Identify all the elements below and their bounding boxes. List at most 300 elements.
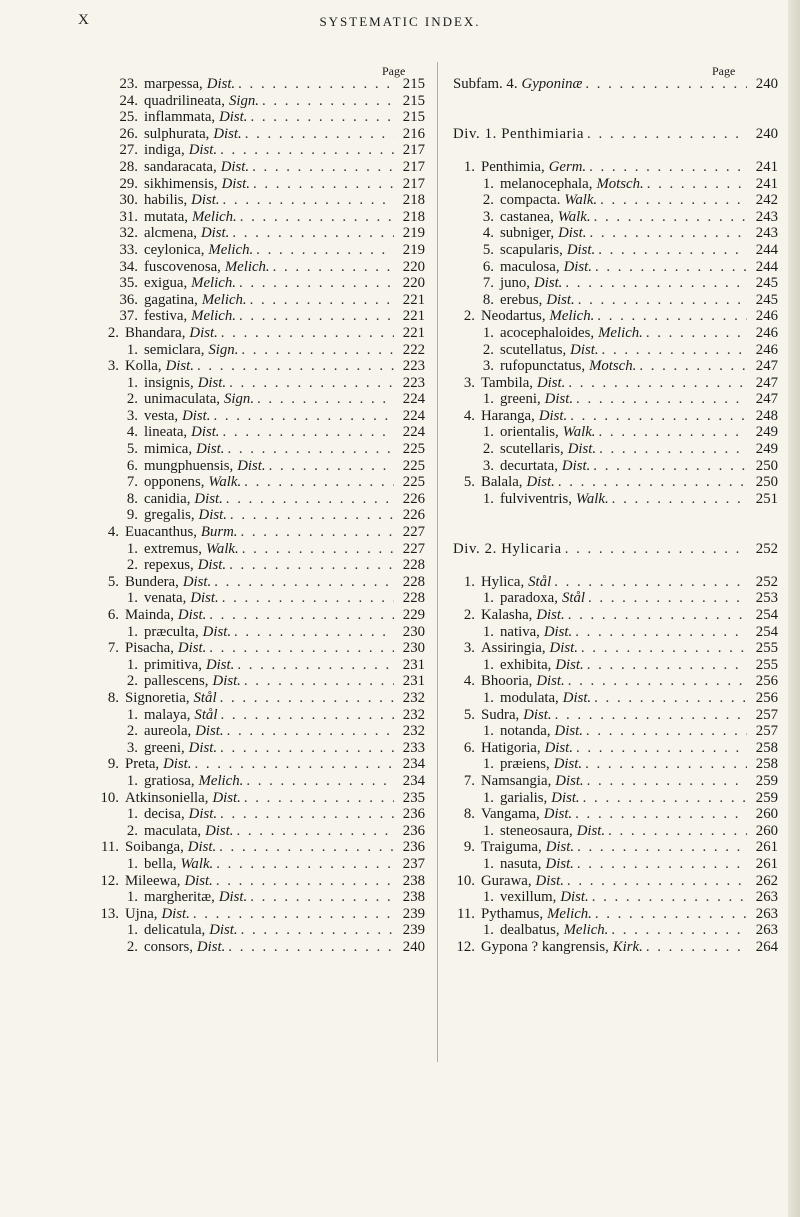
entry-authority: Dist. bbox=[558, 225, 587, 242]
entry-page: 220 bbox=[402, 275, 425, 292]
dot-leader bbox=[239, 308, 394, 325]
entry-authority: Dist. bbox=[546, 291, 575, 308]
entry-authority: Dist. bbox=[198, 507, 227, 524]
dot-leader bbox=[220, 690, 394, 707]
entry-page: 237 bbox=[402, 855, 425, 872]
dot-leader bbox=[586, 723, 747, 740]
entry-name: modulata, bbox=[500, 689, 559, 706]
entry-page: 215 bbox=[402, 92, 425, 109]
entry-name: repexus, bbox=[144, 557, 194, 574]
entry-name: nativa, bbox=[500, 623, 540, 640]
dot-leader bbox=[222, 590, 394, 607]
entry-authority: Dist. bbox=[549, 640, 578, 657]
dot-leader bbox=[229, 375, 394, 392]
dot-leader bbox=[238, 76, 394, 93]
genus-entry bbox=[453, 640, 778, 657]
entry-authority: Dist. bbox=[161, 905, 190, 922]
genus-entry bbox=[453, 707, 778, 724]
entry-page: 245 bbox=[755, 291, 778, 308]
entry-authority: Walk. bbox=[180, 855, 214, 872]
entry-page: 245 bbox=[755, 275, 778, 292]
entry-name: inflammata, bbox=[144, 109, 216, 126]
entry-page: 224 bbox=[402, 391, 425, 408]
dot-leader bbox=[647, 176, 747, 193]
dot-leader bbox=[226, 491, 394, 508]
entry-authority: Dist. bbox=[182, 573, 212, 590]
entry-page: 246 bbox=[755, 308, 778, 325]
dot-leader bbox=[577, 839, 747, 856]
entry-authority: Melich. bbox=[549, 308, 595, 325]
entry-number: 3. bbox=[482, 358, 494, 375]
entry-page: 241 bbox=[755, 175, 778, 192]
entry-number: 9. bbox=[126, 507, 138, 524]
genus-entry bbox=[97, 607, 425, 624]
entry-authority: Melich. bbox=[208, 241, 254, 258]
entry-number: 2. bbox=[126, 822, 138, 839]
entry-authority: Dist. bbox=[561, 457, 591, 474]
entry-page: 219 bbox=[402, 225, 425, 242]
entry-name: Gurawa, bbox=[481, 872, 532, 889]
dot-leader bbox=[585, 76, 747, 93]
entry-page: 238 bbox=[402, 872, 425, 889]
entry-authority: Dist. bbox=[576, 822, 606, 839]
species-entry bbox=[97, 856, 425, 873]
entry-number: 23. bbox=[119, 76, 138, 92]
species-entry bbox=[97, 657, 425, 674]
entry-name: Haranga, bbox=[481, 407, 535, 424]
entry-authority: Dist. bbox=[177, 640, 207, 657]
entry-number: 1. bbox=[482, 623, 494, 640]
species-entry bbox=[97, 209, 425, 226]
entry-number: 4. bbox=[482, 225, 494, 242]
entry-page: 236 bbox=[402, 822, 425, 839]
entry-name: malaya, bbox=[144, 706, 191, 723]
index-column-left bbox=[97, 76, 425, 955]
entry-authority: Dist. bbox=[544, 739, 573, 756]
entry-authority: Dist. bbox=[570, 341, 599, 358]
dot-leader bbox=[578, 292, 747, 309]
entry-number: 7. bbox=[126, 474, 138, 491]
entry-number: 1. bbox=[482, 590, 494, 607]
entry-authority: Walk. bbox=[564, 192, 598, 209]
entry-number: 8. bbox=[107, 689, 119, 706]
entry-page: 221 bbox=[402, 308, 425, 325]
entry-page: 247 bbox=[755, 391, 778, 408]
entry-name: scutellaris, bbox=[500, 441, 564, 458]
dot-leader bbox=[194, 756, 394, 773]
entry-number: 7. bbox=[107, 640, 119, 657]
entry-page: 218 bbox=[402, 192, 425, 209]
entry-name: paradoxa, bbox=[500, 590, 558, 607]
entry-name: fulviventris, bbox=[500, 490, 572, 507]
entry-name: Bhandara, bbox=[125, 324, 186, 341]
dot-leader bbox=[568, 607, 747, 624]
entry-name: mungphuensis, bbox=[144, 457, 234, 474]
species-entry bbox=[97, 192, 425, 209]
dot-leader bbox=[576, 391, 747, 408]
genus-entry bbox=[97, 690, 425, 707]
dot-leader bbox=[565, 275, 747, 292]
entry-authority: Dist. bbox=[560, 889, 589, 906]
entry-page: 238 bbox=[402, 889, 425, 906]
entry-name: Tambila, bbox=[481, 374, 533, 391]
entry-page: 220 bbox=[402, 258, 425, 275]
dot-leader bbox=[262, 93, 394, 110]
entry-page: 244 bbox=[755, 241, 778, 258]
entry-authority: Sign. bbox=[228, 92, 259, 109]
entry-number: 37. bbox=[119, 308, 138, 325]
entry-number: 3. bbox=[126, 407, 138, 424]
entry-page: 224 bbox=[402, 407, 425, 424]
dot-leader bbox=[250, 292, 394, 309]
entry-number: 31. bbox=[119, 208, 138, 225]
dot-leader bbox=[250, 889, 394, 906]
entry-number: 3. bbox=[463, 640, 475, 657]
entry-page: 247 bbox=[755, 358, 778, 375]
entry-authority: Dist. bbox=[194, 490, 223, 507]
entry-number: 26. bbox=[119, 125, 138, 142]
dot-leader bbox=[246, 773, 394, 790]
entry-authority: Stål bbox=[561, 590, 585, 607]
entry-number: 9. bbox=[107, 756, 119, 773]
entry-number: 10. bbox=[456, 872, 475, 889]
species-entry bbox=[97, 159, 425, 176]
species-entry bbox=[97, 342, 425, 359]
entry-name: exhibita, bbox=[500, 656, 552, 673]
running-title: SYSTEMATIC INDEX. bbox=[319, 14, 481, 29]
species-entry bbox=[453, 590, 778, 607]
entry-name: Euacanthus, bbox=[125, 524, 197, 541]
entry-page: 215 bbox=[402, 76, 425, 92]
dot-leader bbox=[227, 723, 394, 740]
entry-name: maculata, bbox=[144, 822, 202, 839]
entry-number: 28. bbox=[119, 158, 138, 175]
entry-name: greeni, bbox=[144, 739, 185, 756]
entry-page: 240 bbox=[755, 76, 778, 92]
entry-name: sandaracata, bbox=[144, 158, 217, 175]
species-entry bbox=[453, 441, 778, 458]
entry-name: Mainda, bbox=[125, 607, 174, 623]
entry-name: Balala, bbox=[481, 474, 523, 491]
species-entry bbox=[453, 657, 778, 674]
entry-authority: Dist. bbox=[184, 872, 213, 889]
entry-page: 226 bbox=[402, 507, 425, 524]
page-column-label-left: Page bbox=[382, 64, 406, 78]
dot-leader bbox=[216, 856, 394, 873]
entry-number: 1. bbox=[126, 806, 138, 823]
entry-number: 6. bbox=[126, 457, 138, 474]
entry-number: 3. bbox=[463, 374, 475, 391]
dot-leader bbox=[214, 574, 394, 591]
entry-authority: Melich. bbox=[598, 324, 643, 341]
entry-authority: Dist. bbox=[195, 723, 224, 740]
dot-leader bbox=[555, 707, 747, 724]
dot-leader bbox=[220, 806, 394, 823]
entry-page: 257 bbox=[755, 706, 778, 723]
entry-number: 9. bbox=[463, 839, 475, 856]
entry-number: 5. bbox=[126, 441, 138, 458]
entry-page: 243 bbox=[755, 225, 778, 242]
species-entry bbox=[97, 126, 425, 143]
section-heading bbox=[453, 126, 778, 143]
dot-leader bbox=[223, 192, 394, 209]
entry-page: 223 bbox=[402, 374, 425, 391]
entry-page: 228 bbox=[402, 557, 425, 574]
entry-authority: Walk. bbox=[575, 490, 609, 507]
dot-leader bbox=[588, 590, 747, 607]
entry-authority: Dist. bbox=[563, 258, 592, 275]
dot-leader bbox=[595, 906, 747, 923]
dot-leader bbox=[257, 391, 394, 408]
entry-page: 250 bbox=[755, 457, 778, 474]
entry-number: 1. bbox=[482, 391, 494, 408]
genus-entry bbox=[453, 906, 778, 923]
entry-number: 1. bbox=[126, 540, 138, 557]
entry-name: Kolla, bbox=[125, 358, 162, 375]
entry-authority: Dist. bbox=[567, 441, 597, 458]
dot-leader bbox=[228, 939, 394, 956]
entry-name: subniger, bbox=[500, 225, 555, 242]
species-entry bbox=[97, 823, 425, 840]
entry-page: 225 bbox=[402, 474, 425, 491]
dot-leader bbox=[592, 889, 747, 906]
entry-name: vexillum, bbox=[500, 889, 557, 906]
entry-name: erebus, bbox=[500, 291, 543, 308]
entry-number: 2. bbox=[126, 391, 138, 408]
dot-leader bbox=[256, 242, 394, 259]
entry-page: 233 bbox=[402, 739, 425, 756]
entry-number: 8. bbox=[463, 806, 475, 823]
entry-name: castanea, bbox=[500, 208, 554, 225]
entry-page: 234 bbox=[402, 772, 425, 789]
entry-number: 6. bbox=[482, 258, 494, 275]
entry-number: 30. bbox=[119, 192, 138, 209]
dot-leader bbox=[612, 491, 747, 508]
entry-number: 5. bbox=[482, 241, 494, 258]
entry-number: 1. bbox=[482, 889, 494, 906]
entry-name: decurtata, bbox=[500, 457, 558, 474]
entry-number: 10. bbox=[100, 789, 119, 806]
entry-name: Div. 1. Penthimiaria bbox=[453, 125, 585, 142]
entry-authority: Dist. bbox=[543, 623, 573, 640]
entry-authority: Dist. bbox=[197, 374, 227, 391]
entry-name: Ujna, bbox=[125, 905, 158, 922]
entry-authority: Dist. bbox=[209, 922, 238, 939]
dot-leader bbox=[227, 441, 394, 458]
entry-page: 224 bbox=[402, 424, 425, 441]
entry-page: 239 bbox=[402, 905, 425, 922]
entry-name: aureola, bbox=[144, 723, 192, 740]
entry-number: 4. bbox=[463, 673, 475, 690]
dot-leader bbox=[252, 159, 394, 176]
entry-authority: Dist. bbox=[554, 723, 583, 740]
entry-page: 259 bbox=[755, 772, 778, 789]
dot-leader bbox=[237, 657, 394, 674]
entry-name: margheritæ, bbox=[144, 889, 215, 906]
dot-leader bbox=[554, 574, 747, 591]
entry-number: 3. bbox=[126, 739, 138, 756]
species-entry bbox=[453, 176, 778, 193]
entry-name: Atkinsoniella, bbox=[125, 789, 209, 806]
entry-name: mutata, bbox=[144, 208, 188, 225]
species-entry bbox=[453, 275, 778, 292]
entry-authority: Dist. bbox=[212, 789, 241, 806]
entry-name: notanda, bbox=[500, 723, 551, 740]
entry-name: bella, bbox=[144, 855, 177, 872]
entry-page: 258 bbox=[755, 739, 778, 756]
entry-authority: Dist. bbox=[188, 142, 218, 159]
entry-number: 1. bbox=[482, 490, 494, 507]
entry-authority: Melich. bbox=[224, 258, 270, 275]
entry-name: præiens, bbox=[500, 756, 550, 773]
entry-page: 242 bbox=[755, 192, 778, 209]
entry-page: 250 bbox=[755, 474, 778, 491]
entry-number: 7. bbox=[463, 772, 475, 789]
entry-page: 260 bbox=[755, 822, 778, 839]
entry-number: 12. bbox=[456, 938, 475, 955]
entry-name: quadrilineata, bbox=[144, 92, 225, 109]
genus-entry bbox=[453, 159, 778, 176]
species-entry bbox=[453, 391, 778, 408]
dot-leader bbox=[576, 740, 747, 757]
genus-entry bbox=[453, 308, 778, 325]
entry-name: Pythamus, bbox=[481, 905, 544, 922]
dot-leader bbox=[221, 325, 394, 342]
entry-page: 219 bbox=[402, 241, 425, 258]
entry-page: 234 bbox=[402, 756, 425, 773]
entry-number: 5. bbox=[107, 573, 119, 590]
entry-name: sulphurata, bbox=[144, 125, 210, 142]
dot-leader bbox=[639, 358, 747, 375]
entry-page: 256 bbox=[755, 673, 778, 690]
entry-number: 1. bbox=[126, 706, 138, 723]
entry-page: 227 bbox=[402, 524, 425, 541]
dot-leader bbox=[587, 773, 747, 790]
entry-name: Neodartus, bbox=[481, 308, 546, 325]
dot-leader bbox=[599, 424, 747, 441]
entry-name: Assiringia, bbox=[481, 640, 546, 657]
entry-name: Mileewa, bbox=[125, 872, 181, 889]
entry-name: Kalasha, bbox=[481, 607, 533, 623]
entry-name: pallescens, bbox=[144, 673, 209, 690]
dot-leader bbox=[568, 375, 747, 392]
entry-name: primitiva, bbox=[144, 656, 202, 673]
dot-leader bbox=[589, 225, 747, 242]
page-header bbox=[0, 10, 800, 30]
dot-leader bbox=[244, 790, 394, 807]
entry-authority: Dist. bbox=[206, 76, 236, 92]
entry-number: 2. bbox=[126, 938, 138, 955]
entry-number: 1. bbox=[482, 689, 494, 706]
entry-page: 221 bbox=[402, 291, 425, 308]
genus-entry bbox=[453, 408, 778, 425]
entry-page: 239 bbox=[402, 922, 425, 939]
entry-number: 1. bbox=[126, 374, 138, 391]
entry-authority: Dist. bbox=[201, 225, 230, 242]
entry-name: insignis, bbox=[144, 374, 194, 391]
entry-page: 246 bbox=[755, 341, 778, 358]
entry-name: consors, bbox=[144, 938, 193, 955]
dot-leader bbox=[193, 906, 394, 923]
species-entry bbox=[97, 557, 425, 574]
species-entry bbox=[97, 458, 425, 475]
dot-leader bbox=[253, 176, 394, 193]
dot-leader bbox=[602, 342, 747, 359]
species-entry bbox=[453, 624, 778, 641]
dot-leader bbox=[575, 624, 747, 641]
dot-leader bbox=[646, 939, 747, 956]
dot-leader bbox=[229, 557, 394, 574]
dot-leader bbox=[599, 441, 747, 458]
entry-authority: Motsch. bbox=[596, 175, 644, 192]
entry-name: præculta, bbox=[144, 623, 199, 640]
entry-number: 2. bbox=[107, 324, 119, 341]
dot-leader bbox=[273, 259, 394, 276]
entry-page: 221 bbox=[402, 324, 425, 341]
entry-number: 1. bbox=[126, 922, 138, 939]
entry-page: 252 bbox=[755, 540, 778, 557]
entry-page: 241 bbox=[755, 158, 778, 175]
species-entry bbox=[453, 690, 778, 707]
entry-page: 217 bbox=[402, 175, 425, 192]
entry-number: 1. bbox=[126, 341, 138, 358]
entry-authority: Dist. bbox=[191, 192, 220, 209]
entry-number: 1. bbox=[482, 175, 494, 192]
entry-number: 5. bbox=[463, 706, 475, 723]
entry-name: Div. 2. Hylicaria bbox=[453, 540, 562, 557]
species-entry bbox=[453, 424, 778, 441]
entry-number: 1. bbox=[482, 822, 494, 839]
section-heading bbox=[453, 541, 778, 558]
entry-authority: Stål bbox=[528, 573, 552, 590]
entry-number: 36. bbox=[119, 291, 138, 308]
entry-name: gagatina, bbox=[144, 291, 198, 308]
species-entry bbox=[97, 259, 425, 276]
entry-page: 259 bbox=[755, 789, 778, 806]
entry-number: 2. bbox=[463, 308, 475, 325]
species-entry bbox=[97, 424, 425, 441]
entry-number: 1. bbox=[126, 889, 138, 906]
species-entry bbox=[453, 325, 778, 342]
dot-leader bbox=[558, 474, 747, 491]
species-entry bbox=[97, 541, 425, 558]
column-divider bbox=[437, 62, 438, 1062]
entry-authority: Dist. bbox=[555, 656, 584, 673]
species-entry bbox=[97, 375, 425, 392]
entry-authority: Melich. bbox=[191, 308, 236, 325]
entry-name: canidia, bbox=[144, 490, 191, 507]
entry-number: 11. bbox=[101, 839, 119, 856]
entry-authority: Burm. bbox=[200, 524, 238, 541]
dot-leader bbox=[585, 756, 747, 773]
genus-entry bbox=[97, 574, 425, 591]
genus-entry bbox=[97, 640, 425, 657]
entry-number: 1. bbox=[482, 789, 494, 806]
entry-name: rufopunctatus, bbox=[500, 358, 586, 375]
entry-authority: Melich. bbox=[198, 772, 244, 789]
entry-number: 1. bbox=[126, 772, 138, 789]
entry-name: marpessa, bbox=[144, 76, 203, 92]
species-entry bbox=[453, 192, 778, 209]
dot-leader bbox=[241, 524, 395, 541]
species-entry bbox=[97, 624, 425, 641]
species-entry bbox=[97, 408, 425, 425]
entry-authority: Dist. bbox=[212, 673, 241, 690]
entry-authority: Dist. bbox=[218, 889, 248, 906]
entry-authority: Dist. bbox=[526, 474, 555, 491]
entry-number: 2. bbox=[126, 557, 138, 574]
entry-name: alcmena, bbox=[144, 225, 197, 242]
